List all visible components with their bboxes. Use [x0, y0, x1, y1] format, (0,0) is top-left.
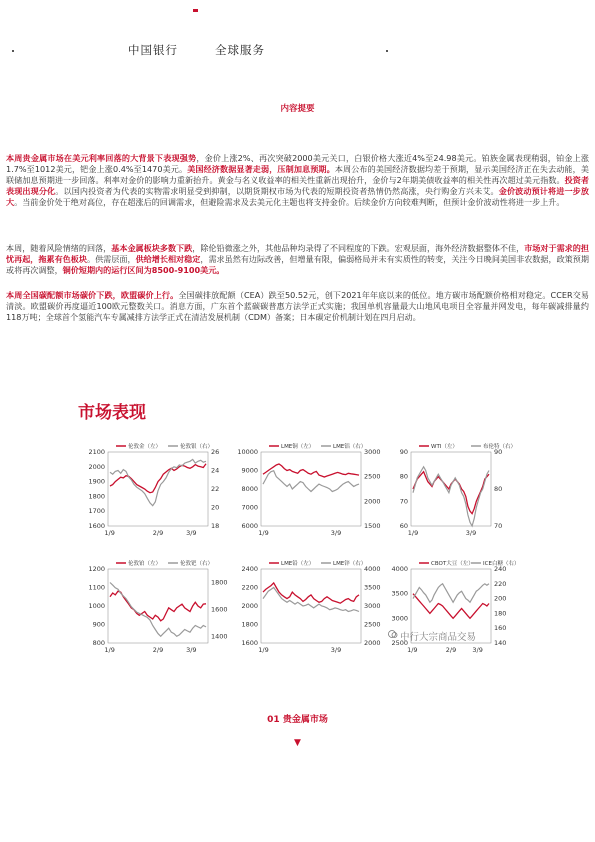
y-left-tick: 10000 [237, 448, 258, 456]
summary-title: 内容提要 [280, 104, 315, 114]
y-left-tick: 2000 [88, 462, 105, 471]
y-right-tick: 140 [494, 639, 507, 647]
y-right-tick: 1500 [364, 522, 381, 530]
y-left-tick: 900 [92, 620, 105, 629]
highlight-text: 本周贵金属市场在美元利率回落的大背景下表现强势 [6, 153, 197, 163]
y-right-tick: 220 [494, 579, 507, 588]
y-right-tick: 70 [494, 522, 503, 530]
header-dot-left [12, 50, 14, 52]
y-right-tick: 24 [211, 466, 220, 475]
highlight-text: 铜价短期内的运行区间为8500-9100美元。 [62, 264, 225, 275]
x-tick: 3/9 [330, 529, 342, 537]
y-right-tick: 80 [494, 485, 503, 493]
y-left-tick: 1900 [88, 477, 105, 486]
summary-paragraph-precious-metals [6, 153, 589, 208]
legend-label: 伦敦银（右） [180, 444, 214, 450]
legend-label: 伦敦铂（左） [128, 561, 162, 567]
plot-frame [261, 452, 361, 526]
y-left-tick: 1800 [241, 620, 258, 629]
y-left-tick: 1800 [88, 492, 105, 501]
highlight-text: 基本金属板块多数下跌 [111, 243, 193, 253]
y-right-tick: 3000 [364, 448, 381, 456]
y-right-tick: 3000 [364, 602, 381, 610]
series-line [413, 472, 489, 514]
legend-label: LME铝（右） [333, 444, 367, 450]
y-left-tick: 2000 [241, 602, 258, 610]
body-text: ，除伦铅微涨之外，其他品种均录得了不同程度的下跌。宏观层面，海外经济数据整体不佳， [192, 243, 525, 253]
x-tick: 3/9 [186, 529, 197, 537]
x-tick: 1/9 [407, 529, 419, 537]
body-text: ，需求虽然有边际改善，但增量有限，偏弱格局并未有实质性的转变，关注今日晚间美国非农数据，政策预期或将再次调整， [6, 253, 589, 275]
y-right-tick: 2000 [364, 639, 381, 647]
y-left-tick: 1100 [88, 583, 105, 592]
x-tick: 3/9 [186, 646, 197, 654]
series-line [413, 467, 489, 526]
y-right-tick: 1600 [211, 605, 228, 614]
x-tick: 1/9 [258, 529, 269, 537]
plot-frame [108, 452, 208, 526]
section-title: 市场表现 [78, 403, 146, 423]
highlight-text: 供给增长相对稳定 [135, 253, 201, 264]
legend-label: 伦敦金（左） [128, 444, 162, 450]
down-arrow-icon: ▼ [294, 738, 301, 748]
y-right-tick: 26 [211, 448, 220, 456]
chart-soybean-sugar [385, 557, 520, 661]
y-right-tick: 20 [211, 503, 220, 512]
y-left-tick: 1000 [88, 602, 105, 610]
y-left-tick: 1600 [241, 639, 258, 647]
legend-label: CBOT大豆（左） [431, 561, 474, 567]
legend-label: 布伦特（右） [483, 444, 517, 450]
y-right-tick: 160 [494, 624, 507, 633]
y-right-tick: 4000 [364, 565, 381, 573]
legend-label: LME锌（右） [333, 561, 367, 567]
highlight-text: 投资者表现出现分化 [6, 174, 589, 196]
y-left-tick: 9000 [241, 466, 258, 475]
highlight-text: 市场对于需求的担忧再起，拖累有色板块 [6, 243, 589, 264]
body-text: 全国碳排放配额（CEA）跌至50.52元，创下2021年年底以来的低位。地方碳市场配额价格相对稳定。CCER交易清淡。欧盟碳价再度逼近100欧元整数关口。消息方面，广东首个蓝碳碳普惠方法学正式实施；我国单机容量最大山地风电项目全容量并网发电，每年碳减排量约118万吨；全球首个氢能汽车专属减排方法学正式在清洁发展机制（CDM）备案；日本碳定价机制计划在四月启动。 [6, 290, 589, 322]
y-left-tick: 7000 [241, 503, 258, 512]
y-left-tick: 1200 [88, 565, 105, 573]
body-text: 。以国内投资者为代表的实物需求明显受到抑制，以期货期权市场为代表的短期投资者热情仍然高涨，央行购金方兴未艾。 [55, 185, 499, 196]
y-right-tick: 1400 [211, 632, 228, 641]
body-text: 本周，随着风险情绪的回落， [6, 243, 112, 253]
y-left-tick: 90 [399, 448, 408, 456]
summary-paragraph-base-metals [6, 243, 589, 276]
x-tick: 2/9 [152, 529, 164, 537]
y-right-tick: 1800 [211, 578, 228, 587]
subsection-title: 01 贵金属市场 [267, 715, 328, 725]
y-left-tick: 3000 [391, 614, 408, 623]
y-right-tick: 180 [494, 609, 507, 618]
y-left-tick: 8000 [241, 485, 258, 493]
y-left-tick: 1700 [88, 507, 105, 516]
body-text: 。供需层面， [86, 253, 136, 264]
legend-label: ICE白糖（右） [483, 561, 520, 567]
y-left-tick: 2500 [391, 639, 408, 647]
series-line [110, 591, 206, 621]
x-tick: 1/9 [407, 646, 418, 654]
chart-lead-zinc [235, 557, 385, 661]
service-name: 全球服务 [215, 43, 265, 57]
wechat-icon [388, 629, 398, 639]
y-right-tick: 18 [211, 522, 220, 530]
y-right-tick: 2500 [364, 472, 381, 481]
chart-wti-brent [385, 440, 515, 544]
x-tick: 1/9 [104, 646, 115, 654]
chart-copper-aluminum [235, 440, 385, 544]
y-left-tick: 2400 [241, 565, 258, 573]
chart-platinum-palladium [82, 557, 232, 661]
highlight-text: 美国经济数据显著走弱，压制加息预期。 [187, 163, 335, 174]
legend-label: LME铅（左） [281, 561, 315, 567]
y-left-tick: 800 [92, 639, 105, 647]
y-left-tick: 2100 [88, 448, 105, 456]
y-right-tick: 2500 [364, 620, 381, 629]
legend-label: WTI（左） [431, 444, 458, 450]
bank-name: 中国银行 [128, 43, 178, 57]
series-line [263, 464, 359, 477]
y-left-tick: 60 [399, 522, 408, 530]
y-right-tick: 240 [494, 565, 507, 573]
legend-label: 伦敦钯（右） [180, 561, 214, 567]
series-line [413, 584, 489, 603]
x-tick: 1/9 [104, 529, 115, 537]
chart-gold-silver [82, 440, 232, 544]
red-accent-mark [193, 9, 198, 12]
y-left-tick: 4000 [391, 565, 408, 573]
x-tick: 1/9 [258, 646, 269, 654]
y-left-tick: 70 [399, 497, 408, 506]
x-tick: 2/9 [152, 646, 164, 654]
series-line [110, 464, 206, 493]
highlight-text: 本周全国碳配额市场碳价下跌，欧盟碳价上行。 [6, 290, 179, 300]
y-right-tick: 200 [494, 594, 507, 603]
y-right-tick: 90 [494, 448, 503, 456]
x-tick: 3/9 [465, 529, 477, 537]
summary-paragraph-carbon [6, 290, 589, 323]
y-left-tick: 6000 [241, 522, 258, 530]
x-tick: 3/9 [330, 646, 342, 654]
y-right-tick: 2000 [364, 497, 381, 506]
y-left-tick: 3500 [391, 589, 408, 598]
body-text: ，金价上涨2%、再次突破2000美元关口，白银价格大涨近4%至24.98美元。铂族金属表现稍弱，铂金上涨1.7%至1012美元，钯金上涨0.4%至1470美元。 [6, 153, 589, 174]
watermark-text: 中行大宗商品交易 [400, 632, 477, 643]
y-right-tick: 22 [211, 485, 220, 493]
plot-frame [411, 452, 491, 526]
highlight-text: 金价波动预计将进一步放大 [6, 185, 589, 207]
header-dot-right [386, 50, 388, 52]
y-left-tick: 1600 [88, 522, 105, 530]
y-left-tick: 2200 [241, 583, 258, 592]
y-left-tick: 80 [399, 472, 408, 481]
body-text: 。当前金价处于绝对高位，存在超涨后的回调需求，但避险需求及去美元化主题也将支持金价。后续金价方向较难判断，但预计金价波动性将进一步上升。 [14, 196, 565, 207]
y-right-tick: 3500 [364, 583, 381, 592]
body-text: 本周公布的美国经济数据均差于预期，显示美国经济正在失去动能，美联储加息预期进一步回落。利率对金价的影响力重新抬升。黄金与名义收益率的相关性重新出现抬升，金价与2年期美债收益率的相关性再次超过美元指数。 [6, 163, 589, 185]
x-tick: 3/9 [472, 646, 483, 654]
x-tick: 2/9 [445, 646, 457, 654]
legend-label: LME铜（左） [281, 444, 315, 450]
